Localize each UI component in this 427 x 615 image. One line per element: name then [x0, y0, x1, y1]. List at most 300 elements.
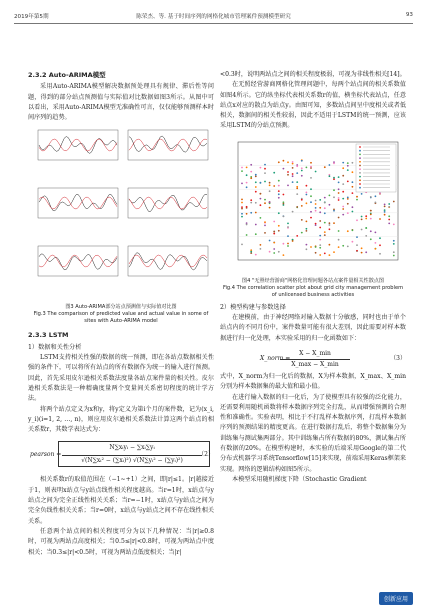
scatter-point — [255, 233, 257, 235]
scatter-point — [324, 252, 326, 254]
scatter-point — [342, 175, 344, 177]
scatter-point — [324, 166, 326, 168]
scatter-point — [301, 199, 303, 201]
scatter-point — [292, 240, 294, 242]
scatter-point — [388, 203, 390, 205]
scatter-point — [260, 192, 262, 194]
legend-marker — [359, 168, 361, 170]
legend-marker — [359, 183, 361, 185]
paragraph: 将两个站点定义为x和y，将y定义为第i个月的案件数，记为(x_i, y_i)(i=1, 2, …, n)，则应用皮尔逊相关系数法计算这两个站点的相关系数r，其数学表达式为： — [28, 405, 214, 434]
scatter-point — [255, 186, 257, 188]
scatter-point — [338, 199, 340, 201]
scatter-point — [306, 230, 308, 232]
scatter-point — [246, 206, 248, 208]
scatter-point — [315, 210, 317, 212]
scatter-point — [292, 161, 294, 163]
scatter-point — [260, 204, 262, 206]
scatter-point — [269, 251, 271, 253]
subsection-heading: 1）数据和关性分析 — [28, 343, 82, 351]
footer-section-badge: 创新应用 — [379, 592, 413, 605]
scatter-point — [319, 244, 321, 246]
scatter-point — [306, 166, 308, 168]
scatter-point — [310, 188, 312, 190]
paragraph: 在无照经营游商网格化管理问题中，每两个站点间的相关系数值如图4所示。它的纵坐标代表相关系数r的值，横坐标代表站点，任意站点x对应的散点为站点y。由图可知，多数站点间呈中度相关或者低相关，数据间的相关性较弱，因此不适用于LSTM的统一预测，应该采用LSTM的分站点预测。 — [220, 81, 406, 130]
legend-marker — [359, 164, 361, 166]
scatter-point — [333, 251, 335, 253]
scatter-point — [347, 212, 349, 214]
scatter-point — [310, 177, 312, 179]
scatter-point — [319, 226, 321, 228]
scatter-point — [388, 206, 390, 208]
scatter-point — [306, 191, 308, 193]
scatter-point — [306, 243, 308, 245]
scatter-point — [393, 243, 395, 245]
scatter-point — [283, 204, 285, 206]
scatter-point — [306, 228, 308, 230]
paragraph: 相关系数r的取值范围在（−1~+1）之间，即|r|≤1。|r|越接近于1，则表明x站点与y站点线性相关程度越高。当r=1时，x站点与y站点之间为完全正线性相关关系；当r=−1时，x站点与y站点之间为完全负线性相关关系；当r=0时，x站点与y站点之间不存在线性相关关系。 — [28, 476, 214, 525]
scatter-point — [338, 181, 340, 183]
scatter-point — [287, 222, 289, 224]
scatter-point — [365, 215, 367, 217]
scatter-point — [370, 238, 372, 240]
scatter-point — [287, 235, 289, 237]
scatter-point — [264, 224, 266, 226]
scatter-point — [333, 177, 335, 179]
series-predicted-line — [129, 197, 207, 209]
figure-4-caption-cn: 图4 "无照经营游商"网格化管理问题各站点案件量相关性散点图 — [242, 277, 384, 284]
scatter-point — [278, 193, 280, 195]
scatter-point — [278, 180, 280, 182]
scatter-point — [264, 163, 266, 165]
scatter-point — [255, 181, 257, 183]
scatter-point — [384, 211, 386, 213]
scatter-point — [393, 223, 395, 225]
scatter-point — [250, 170, 252, 172]
paragraph: LSTM支持相关性强的数据的统一预测，即在各站点数据相关性强的条件下，可以将所有站点的所有数据作为统一的输入进行预测。因此，首先采用皮尔逊相关系数法度量各站点案件量的相关性。皮尔逊相关系数法是一种精确度量两个变量间关系密切程度的统计学方法。 — [28, 354, 214, 403]
scatter-point — [352, 206, 354, 208]
scatter-point — [278, 197, 280, 199]
panel-plot — [124, 244, 210, 280]
scatter-point — [342, 245, 344, 247]
scatter-point — [264, 168, 266, 170]
scatter-point — [356, 236, 358, 238]
scatter-point — [347, 165, 349, 167]
scatter-point — [273, 248, 275, 250]
scatter-point — [255, 211, 257, 213]
scatter-point — [264, 202, 266, 204]
scatter-point — [329, 204, 331, 206]
scatter-point — [319, 199, 321, 201]
scatter-point — [306, 185, 308, 187]
scatter-point — [264, 172, 266, 174]
scatter-point — [338, 197, 340, 199]
scatter-point — [347, 245, 349, 247]
scatter-point — [241, 213, 243, 215]
scatter-point — [301, 175, 303, 177]
scatter-point — [352, 210, 354, 212]
scatter-point — [264, 232, 266, 234]
scatter-point — [384, 214, 386, 216]
scatter-point — [384, 203, 386, 205]
figure-3-panel — [124, 186, 210, 222]
scatter-point — [292, 181, 294, 183]
scatter-point — [333, 162, 335, 164]
scatter-point — [306, 220, 308, 222]
formula-fraction — [62, 443, 202, 466]
scatter-point — [283, 254, 285, 256]
scatter-point — [329, 222, 331, 224]
scatter-point — [370, 213, 372, 215]
running-title: 陈荣杰、等. 基于时间序列的网格化城市管理案件预测模型研究 — [136, 14, 291, 20]
scatter-point — [255, 191, 257, 193]
scatter-point — [375, 195, 377, 197]
scatter-point — [273, 241, 275, 243]
legend-marker — [359, 172, 361, 174]
scatter-point — [352, 162, 354, 164]
scatter-point — [315, 224, 317, 226]
scatter-point — [287, 174, 289, 176]
scatter-point — [250, 199, 252, 201]
scatter-point — [379, 218, 381, 220]
scatter-point — [296, 193, 298, 195]
scatter-point — [301, 219, 303, 221]
scatter-point — [273, 220, 275, 222]
scatter-point — [352, 181, 354, 183]
formula-denominator: X_max − X_min — [291, 361, 339, 369]
scatter-point — [333, 222, 335, 224]
plot-frame — [128, 130, 208, 160]
scatter-point — [287, 171, 289, 173]
scatter-point — [287, 184, 289, 186]
scatter-point — [260, 197, 262, 199]
scatter-point — [269, 182, 271, 184]
scatter-point — [319, 238, 321, 240]
scatter-point — [246, 174, 248, 176]
scatter-point — [310, 211, 312, 213]
scatter-point — [324, 231, 326, 233]
scatter-point — [384, 205, 386, 207]
scatter-point — [393, 240, 395, 242]
scatter-point — [301, 167, 303, 169]
paragraph: 本模型采用随机梯度下降（Stochastic Gradient — [232, 475, 367, 483]
scatter-point — [250, 201, 252, 203]
scatter-point — [241, 182, 243, 184]
scatter-point — [319, 220, 321, 222]
scatter-point — [301, 205, 303, 207]
scatter-point — [241, 207, 243, 209]
scatter-point — [347, 169, 349, 171]
figure-3 — [28, 126, 214, 302]
formula-number: （3） — [390, 354, 406, 362]
formula-pearson — [28, 439, 214, 471]
scatter-point — [347, 230, 349, 232]
scatter-point — [278, 251, 280, 253]
scatter-point — [324, 234, 326, 236]
scatter-point — [379, 244, 381, 246]
scatter-point — [278, 212, 280, 214]
scatter-point — [287, 242, 289, 244]
scatter-point — [338, 188, 340, 190]
scatter-point — [388, 222, 390, 224]
scatter-point — [329, 244, 331, 246]
formula-numerator: N∑xᵢyᵢ − ∑xᵢ∑yᵢ — [62, 443, 202, 455]
formula-normalization — [220, 347, 406, 369]
scatter-point — [329, 228, 331, 230]
scatter-point — [379, 192, 381, 194]
scatter-point — [370, 196, 372, 198]
scatter-point — [319, 211, 321, 213]
scatter-point — [283, 243, 285, 245]
scatter-point — [324, 196, 326, 198]
scatter-point — [310, 201, 312, 203]
scatter-point — [246, 213, 248, 215]
legend-marker — [359, 179, 361, 181]
scatter-point — [273, 185, 275, 187]
scatter-point — [241, 166, 243, 168]
scatter-point — [333, 196, 335, 198]
scatter-point — [365, 217, 367, 219]
scatter-point — [296, 181, 298, 183]
scatter-point — [250, 164, 252, 166]
scatter-point — [283, 160, 285, 162]
scatter-point — [324, 212, 326, 214]
scatter-point — [375, 242, 377, 244]
scatter-point — [310, 216, 312, 218]
scatter-point — [296, 235, 298, 237]
scatter-point — [375, 201, 377, 203]
scatter-point — [250, 212, 252, 214]
scatter-point — [315, 199, 317, 201]
issue-label: 2019年第5期 — [14, 14, 49, 20]
figure-3-panel — [124, 128, 210, 164]
series-actual-line — [39, 254, 117, 270]
scatter-point — [246, 223, 248, 225]
scatter-point — [273, 172, 275, 174]
scatter-point — [283, 215, 285, 217]
plot-frame — [128, 246, 208, 276]
scatter-point — [315, 203, 317, 205]
scatter-point — [287, 245, 289, 247]
scatter-point — [319, 254, 321, 256]
scatter-point — [315, 252, 317, 254]
scatter-point — [246, 166, 248, 168]
scatter-point — [388, 218, 390, 220]
formula-numerator: X − X_min — [280, 349, 350, 360]
legend-marker — [359, 157, 361, 159]
scatter-point — [241, 201, 243, 203]
scatter-point — [296, 165, 298, 167]
right-column — [220, 70, 406, 485]
scatter-point — [301, 231, 303, 233]
paragraph: 在进行输入数据的归一化后，为了使模型具有较强的泛化能力，还需要利用随机函数将样本数据序列完全打乱，从而增强预测的合理性和准确性。实验表明，相比于不打乱样本数据序列，打乱样本数据序列的预测结果的精度更高。在进行数据打乱后，将整个数据集分为训练集与测试集两部分。其中训练集占所有数据的80%，测试集占所有数据的20%。在模型构建时，本实验的后端采用Google的第二代分布式机器学习系统Tensorflow[15]来实现，前端采用Keras框架来实现。网络的逻辑结构如图5所示。 — [220, 393, 406, 473]
figure-4-caption-en: Fig.4 The correlation scatter plot about grid city management problem of unlicensed business activities — [222, 284, 404, 298]
scatter-point — [365, 227, 367, 229]
panel-plot — [34, 244, 120, 280]
scatter-point — [315, 246, 317, 248]
scatter-point — [347, 180, 349, 182]
scatter-point — [260, 248, 262, 250]
section-heading-232: 2.3.2 Auto-ARIMA模型 — [28, 71, 106, 79]
scatter-point — [292, 175, 294, 177]
scatter-point — [246, 186, 248, 188]
scatter-point — [296, 186, 298, 188]
formula-fraction — [280, 349, 350, 371]
paragraph: 在建模前，由于神经网络对输入数据十分敏感，同时也由于单个站点内的不同月份中，案件数量可能有很大差别，因此需要对样本数据进行归一化处理，本实验采用的归一化函数如下： — [220, 314, 406, 342]
scatter-point — [287, 161, 289, 163]
scatter-point — [319, 234, 321, 236]
scatter-point — [255, 202, 257, 204]
scatter-point — [269, 206, 271, 208]
scatter-point — [329, 164, 331, 166]
scatter-point — [269, 190, 271, 192]
scatter-point — [260, 244, 262, 246]
scatter-point — [329, 175, 331, 177]
scatter-point — [301, 160, 303, 162]
paragraph: <0.3时，说明两站点之间的相关程度极弱，可视为非线性相关[14]。 — [220, 71, 406, 78]
scatter-point — [370, 217, 372, 219]
series-predicted-line — [129, 139, 207, 151]
scatter-point — [296, 206, 298, 208]
scatter-point — [329, 224, 331, 226]
legend-marker — [359, 187, 361, 189]
scatter-point — [324, 201, 326, 203]
plot-frame — [38, 188, 118, 218]
scatter-point — [278, 230, 280, 232]
scatter-point — [264, 180, 266, 182]
series-actual-line — [129, 253, 207, 270]
scatter-point — [241, 198, 243, 200]
scatter-point — [356, 250, 358, 252]
scatter-point — [296, 172, 298, 174]
scatter-point — [352, 171, 354, 173]
scatter-point — [310, 195, 312, 197]
scatter-point — [356, 219, 358, 221]
series-actual-line — [129, 195, 207, 212]
scatter-point — [338, 176, 340, 178]
series-predicted-line — [129, 255, 207, 267]
scatter-point — [338, 216, 340, 218]
scatter-point — [393, 251, 395, 253]
paragraph: 采用Auto-ARIMA模型解决数据预处理具有规律、滞后性等问题，得到的部分站点预测值与实际值对比数据如图3所示。从图中可以看出，采用Auto-ARIMA模型无准确性可言，仅仅能够预测样本时间序列的趋势。 — [28, 83, 214, 122]
legend-marker — [359, 153, 361, 155]
scatter-point — [260, 182, 262, 184]
scatter-point — [315, 170, 317, 172]
figure-3-panel — [124, 244, 210, 280]
scatter-point — [310, 165, 312, 167]
scatter-point — [301, 169, 303, 171]
scatter-point — [342, 191, 344, 193]
scatter-point — [342, 161, 344, 163]
scatter-point — [370, 230, 372, 232]
scatter-point — [361, 193, 363, 195]
scatter-point — [292, 167, 294, 169]
scatter-point — [306, 193, 308, 195]
scatter-point — [393, 254, 395, 256]
scatter-point — [375, 231, 377, 233]
scatter-point — [352, 186, 354, 188]
legend-box — [356, 144, 396, 192]
formula-lhs: pearson = — [30, 451, 62, 459]
scatter-point — [306, 248, 308, 250]
scatter-point — [356, 244, 358, 246]
scatter-point — [287, 226, 289, 228]
scatter-point — [260, 166, 262, 168]
scatter-point — [361, 228, 363, 230]
scatter-point — [264, 198, 266, 200]
scatter-point — [273, 252, 275, 254]
scatter-point — [269, 239, 271, 241]
scatter-point — [379, 253, 381, 255]
scatter-point — [342, 167, 344, 169]
page-header — [14, 10, 413, 22]
scatter-point — [370, 209, 372, 211]
scatter-point — [260, 217, 262, 219]
figure-3-panel — [34, 186, 120, 222]
scatter-point — [338, 230, 340, 232]
legend-marker — [359, 175, 361, 177]
scatter-point — [292, 173, 294, 175]
scatter-point — [278, 161, 280, 163]
scatter-point — [278, 225, 280, 227]
scatter-point — [250, 177, 252, 179]
scatter-point — [375, 248, 377, 250]
scatter-point — [352, 192, 354, 194]
scatter-point — [361, 247, 363, 249]
scatter-point — [241, 215, 243, 217]
subsection-heading: 2）模型构建与参数选择 — [220, 303, 286, 311]
header-rule — [14, 23, 413, 24]
paragraph: 任意两个站点间的相关程度可分为以下几种情况：当|r|≥0.8时，可视为两站点高度相关；当0.5≤|r|<0.8时，可视为两站点中度相关；当0.3≤|r|<0.5时，可视为两站点低度相关；当|r| — [28, 527, 214, 556]
formula-lhs: X_norm = — [260, 354, 291, 362]
scatter-point — [338, 246, 340, 248]
section-heading-233: 2.3.3 LSTM — [28, 331, 69, 340]
scatter-point — [356, 196, 358, 198]
scatter-point — [324, 221, 326, 223]
scatter-point — [273, 232, 275, 234]
scatter-point — [278, 184, 280, 186]
scatter-point — [388, 215, 390, 217]
scatter-point — [255, 174, 257, 176]
plot-frame — [128, 188, 208, 218]
left-column — [28, 70, 214, 558]
scatter-point — [333, 208, 335, 210]
scatter-point — [255, 223, 257, 225]
legend-marker — [359, 150, 361, 152]
figure-3-caption-en: Fig.3 The comparison of predicted value and actual value in some of sites with Auto-ARIMA model — [33, 311, 209, 325]
series-actual-line — [39, 137, 117, 154]
figure-3-caption-cn: 图3 Auto-ARIMA部分站点预测值与实际值对比图 — [65, 304, 177, 311]
scatter-point — [255, 175, 257, 177]
figure-4-plot — [220, 136, 406, 276]
scatter-point — [347, 196, 349, 198]
formula-number: （2） — [198, 451, 214, 459]
scatter-point — [264, 221, 266, 223]
scatter-point — [283, 193, 285, 195]
scatter-point — [347, 162, 349, 164]
scatter-point — [329, 254, 331, 256]
figure-3-panel — [34, 128, 120, 164]
scatter-point — [315, 207, 317, 209]
panel-plot — [34, 128, 120, 164]
figure-3-panel — [34, 244, 120, 280]
scatter-point — [361, 215, 363, 217]
legend-marker — [359, 146, 361, 148]
scatter-point — [361, 218, 363, 220]
scatter-point — [319, 207, 321, 209]
panel-plot — [124, 128, 210, 164]
scatter-point — [292, 162, 294, 164]
scatter-point — [333, 189, 335, 191]
